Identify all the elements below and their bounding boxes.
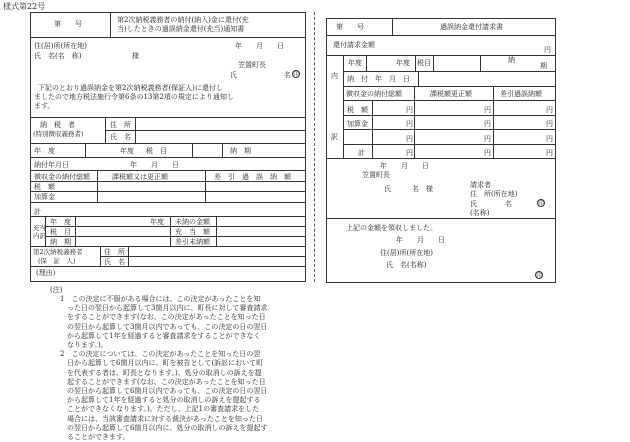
- divider: [343, 144, 556, 145]
- taxpayer-label: 納 税 者: [40, 121, 75, 129]
- due-period-label: 納 期: [230, 147, 251, 155]
- claim-total-yen-2: 円: [484, 149, 491, 157]
- divider: [343, 71, 556, 72]
- note-line: 日から起算して6箇月以内に、町を被告として(訴訟において町: [60, 359, 264, 368]
- cut-line: [314, 12, 315, 282]
- second-taxpayer-address-label: 住 所: [104, 248, 125, 256]
- divider: [30, 157, 306, 158]
- alloc-tax-item-label: 税 目: [50, 228, 71, 236]
- divider: [97, 170, 98, 202]
- sama-label: 様: [132, 52, 139, 60]
- guarantor-label: (保 証 人): [38, 257, 76, 265]
- claim-date: 年 月 日: [380, 162, 429, 170]
- divider: [30, 117, 306, 118]
- body-text-line1: 下記のとおり過誤納金を第2次納税義務者(保証人)に還付し: [38, 84, 223, 92]
- receipt-seal-icon: 印: [536, 273, 542, 279]
- divider: [30, 37, 306, 38]
- divider: [216, 216, 217, 246]
- claim-row-tax: 税 額: [347, 106, 368, 114]
- claim-col-paid: 徴収金の納付総額: [346, 90, 402, 98]
- claim-row-total: 計: [358, 149, 365, 157]
- divider: [30, 202, 306, 203]
- claim-blank-yen-1: 円: [406, 135, 413, 143]
- claim-total-yen-1: 円: [406, 149, 413, 157]
- alloc-due-label: 納 期: [50, 238, 71, 246]
- note-line: を代表する者は、町長となります。)、処分の取消しの訴えを提: [60, 368, 262, 377]
- note-line: 場合には、当該審査請求に対する裁決があったことを知った日: [60, 414, 263, 423]
- reason-label: (理由): [36, 269, 56, 277]
- divider: [75, 216, 76, 246]
- year-label: 年 度: [34, 147, 55, 155]
- claim-nou-label: 納: [508, 56, 515, 64]
- note-line: ことができなくなります。)。ただし、上記1の審査請求をした: [60, 405, 260, 414]
- seal-icon: 印: [293, 72, 299, 78]
- claim-blank-yen-2: 円: [484, 135, 491, 143]
- body-text-line3: ます。: [34, 102, 55, 110]
- divider: [418, 71, 419, 86]
- claim-addtax-yen-3: 円: [546, 120, 553, 128]
- divider: [343, 100, 556, 101]
- divider: [30, 191, 306, 192]
- second-taxpayer-label: 第2次納税義務者: [33, 248, 83, 256]
- alloc-year-suffix: 年度: [150, 218, 164, 226]
- note-line: 起することができます(なお、この決定があったことを知った日: [60, 377, 266, 386]
- allocation-breakdown-label: 内訳: [33, 232, 46, 240]
- alloc-year-label: 年 度: [50, 218, 71, 226]
- divider: [493, 86, 494, 158]
- note-line: から起算して1年を経過すると処分の取消しの訴えを提起する: [60, 396, 261, 405]
- divider: [343, 115, 556, 116]
- name-label: 氏 名(名 称): [34, 52, 82, 60]
- note-line: 2 この決定については、この決定があったことを知った日の翌: [60, 350, 261, 359]
- mayor-shi: 氏: [230, 71, 237, 79]
- body-text-line2: ましたので地方税法施行令第6条の13第2項の規定により通知し: [34, 93, 234, 101]
- divider: [105, 130, 306, 131]
- claim-tax-yen-1: 円: [406, 106, 413, 114]
- paid-date-label: 納付年月日: [34, 161, 69, 169]
- claim-addtax-yen-2: 円: [484, 120, 491, 128]
- note-line: ることができます。: [60, 433, 130, 442]
- row-additional-tax: 加算金: [34, 193, 55, 201]
- claim-year-label: 年度: [348, 59, 362, 67]
- notice-title-line1: 第2次納税義務者の納付(納入)金に還付(充: [117, 16, 249, 24]
- second-taxpayer-name-label: 氏 名: [104, 258, 125, 266]
- note-line: った日の翌日から起算して3箇月以内に、町長に対して審査請求: [60, 304, 268, 313]
- divider: [415, 55, 416, 71]
- claim-amount-label: 還付請求金額: [333, 41, 375, 49]
- claim-amount-yen: 円: [544, 46, 551, 54]
- receipt-name-label: 氏 名(名称): [386, 261, 427, 269]
- divider: [30, 246, 306, 247]
- divider: [85, 143, 86, 157]
- divider: [30, 266, 306, 267]
- paid-date-value: 年 月 日: [130, 161, 179, 169]
- note-line: の翌日から起算して3箇月以内であっても、この決定の日の翌日: [60, 322, 268, 331]
- taxpayer-address-label: 住 所: [110, 121, 131, 129]
- number-label: 第 号: [54, 20, 82, 28]
- row-tax-amount: 税 額: [34, 183, 55, 191]
- claim-mayor-name: 氏 名 様: [384, 185, 433, 193]
- claim-addtax-yen-1: 円: [406, 120, 413, 128]
- tax-item-label: 税 目: [146, 147, 167, 155]
- note-line: 1 この決定に不服がある場合には、この決定があったことを知: [60, 295, 261, 303]
- claimant-label: 請求者: [470, 181, 491, 189]
- divider: [343, 129, 556, 130]
- divider: [326, 158, 556, 159]
- receipt-address-label: 住(居)所(所在地): [380, 249, 433, 257]
- claimant-address-label: 住 所(所在地): [470, 190, 518, 198]
- breakdown-inner-label: 内: [331, 72, 338, 80]
- receipt-text: 上記の金額を領収しました。: [346, 224, 437, 232]
- claim-title: 過誤納金還付請求書: [440, 23, 503, 31]
- col-refund-amount: 差 引 過 誤 納 額: [214, 173, 291, 181]
- claim-number-label: 第 号: [336, 23, 364, 31]
- divider: [392, 18, 393, 35]
- note-line: の翌日から起算して6箇月以内に、処分の取消しの訴えを提起す: [60, 423, 268, 432]
- mayor-mei: 名: [284, 71, 291, 79]
- col-paid-amount: 徴収金の納付総額: [34, 173, 90, 181]
- divider: [222, 143, 223, 157]
- claimant-name-label: 氏 名: [470, 200, 512, 208]
- taxpayer-name-label: 氏 名: [110, 133, 131, 141]
- divider: [326, 35, 556, 36]
- claim-col-diff: 差引過誤納額: [500, 90, 542, 98]
- claimant-seal-icon: 印: [538, 201, 544, 207]
- claim-tax-yen-2: 円: [484, 106, 491, 114]
- divider: [366, 55, 367, 71]
- divider: [433, 55, 434, 71]
- divider: [30, 170, 306, 171]
- breakdown-label: 訳: [331, 133, 338, 141]
- divider: [170, 216, 171, 246]
- special-collector-label: (特別徴収義務者): [33, 130, 84, 138]
- divider: [30, 216, 306, 217]
- unpaid-amount-label: 未納の金額: [175, 218, 210, 226]
- divider: [100, 256, 306, 257]
- divider: [205, 170, 206, 202]
- claim-tax-item-label: 税目: [417, 59, 431, 67]
- mayor-label: 笠置町長: [238, 61, 266, 69]
- note-line: をすることができます(なお、この決定があったことを知った日: [60, 313, 266, 322]
- divider: [30, 181, 306, 182]
- claim-year-suffix: 年度: [396, 59, 410, 67]
- notice-date: 年 月 日: [235, 42, 284, 50]
- remaining-unpaid-label: 差引未納額: [175, 238, 210, 246]
- allocation-label: 充当: [33, 224, 46, 232]
- form-number: 様式第22号: [3, 2, 46, 11]
- divider: [192, 143, 193, 157]
- claim-total-yen-3: 円: [546, 149, 553, 157]
- divider: [45, 236, 306, 237]
- claim-col-corrected: 課税額更正額: [430, 90, 472, 98]
- claim-row-addtax: 加算金: [347, 120, 368, 128]
- note-line: なります。)。: [60, 341, 108, 350]
- col-corrected-amount: 課税額又は更正額: [112, 173, 168, 181]
- claim-blank-yen-3: 円: [546, 135, 553, 143]
- claim-tax-yen-3: 円: [546, 106, 553, 114]
- claim-ki-label: 期: [540, 62, 547, 70]
- divider: [414, 86, 415, 158]
- notice-title-line2: 当)したときの過誤納金還付(充当)通知書: [117, 25, 245, 33]
- note-line: の翌日から起算して6箇月以内であっても、この決定の日の翌日: [60, 387, 268, 396]
- divider: [110, 12, 111, 37]
- claim-paid-date-label: 納 付 年 月 日: [347, 75, 410, 83]
- receipt-date: 年 月 日: [396, 236, 445, 244]
- divider: [326, 218, 556, 219]
- divider: [343, 86, 556, 87]
- divider: [45, 226, 306, 227]
- claim-mayor-label: 笠置町長: [362, 171, 390, 179]
- divider: [480, 55, 481, 71]
- divider: [30, 143, 306, 144]
- allocation-amount-label: 充 当 額: [175, 228, 210, 236]
- note-line: から起算して1年を経過すると審査請求をすることができなく: [60, 331, 261, 340]
- address-label: 住(居)所(所在地): [34, 42, 87, 50]
- divider: [326, 55, 556, 56]
- notes-body: [60, 295, 267, 442]
- claimant-meisho-label: (名称): [470, 209, 490, 217]
- notes-heading: (注): [50, 286, 63, 294]
- year-suffix: 年度: [120, 147, 134, 155]
- total-label: 計: [34, 208, 41, 216]
